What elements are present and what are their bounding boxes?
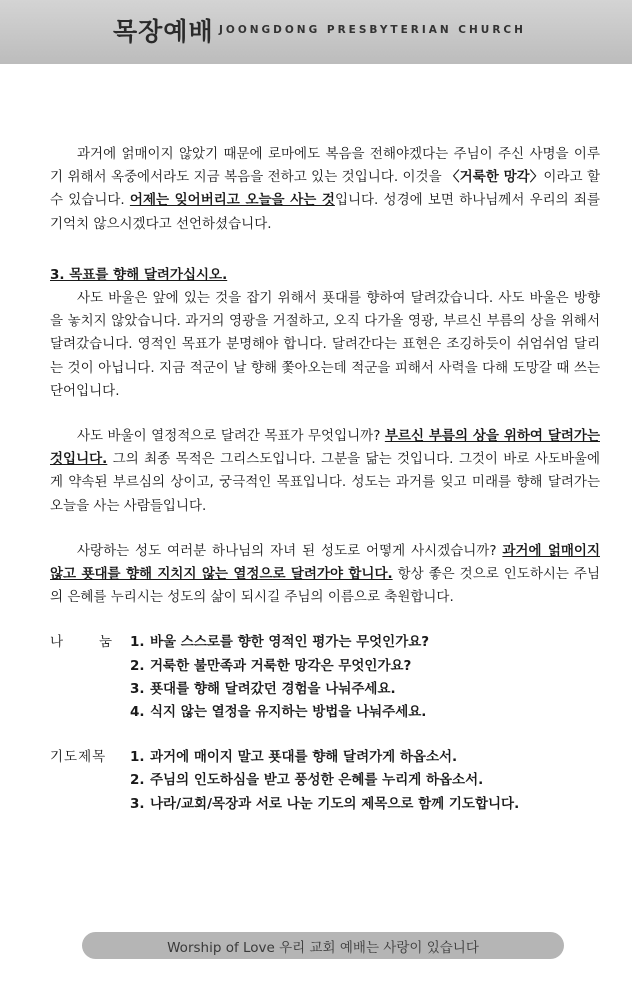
list-text: 과거에 매이지 말고 푯대를 향해 달려가게 하옵소서.: [150, 749, 458, 766]
list-text: 주님의 인도하심을 받고 풍성한 은혜를 누리게 하옵소서.: [150, 772, 484, 789]
list-item: [130, 631, 429, 654]
list-text: 푯대를 향해 달려갔던 경험을 나눠주세요.: [150, 680, 396, 697]
page-header: [0, 0, 632, 64]
list-item: [130, 769, 519, 792]
list-item: [130, 793, 519, 816]
p3-text-c: 항상 좋은 것으로 인도하시는 주님의 은혜를 누리시는 성도의 삶이 되시길 주님의 이름으로 축원합니다.: [50, 566, 600, 606]
section-paragraph-3: [50, 540, 600, 610]
sharing-label: [50, 631, 112, 724]
section-heading: 3. 목표를 향해 달려가십시오.: [50, 266, 228, 283]
intro-paragraph: [50, 143, 600, 236]
main-content: [50, 143, 600, 816]
intro-text-1: 과거에 얽매이지 않았기 때문에 로마에도 복음을 전해야겠다는 주님이 주신 사명을 이루기 위해서 옥중에서라도 지금 복음을 전하고 있는 것입니다. 이것을: [50, 146, 600, 186]
section-paragraph-1: 사도 바울은 앞에 있는 것을 잡기 위해서 푯대를 향하여 달려갔습니다. 사도 바울은 방향을 놓치지 않았습니다. 과거의 영광을 거절하고, 오직 다가올 영광, 부르신 부름의 상을 위해서 달려갔습니다. 영적인 목표가 분명해야 합니다. 달려간다는 표현은 조깅하듯이 쉬엄쉬엄 달리는 것이 아닙니다. 지금 적군이 날 향해 쫓아오는데 적군을 피해서 사력을 다해 도망갈 때 쓰는 단어입니다.: [50, 290, 600, 399]
p3-emphasis: 과거에 얽매이지 않고 푯대를 향해 지치지 않는 열정으로 달려가야 합니다.: [50, 542, 600, 583]
list-number: 1.: [130, 634, 145, 651]
list-number: 3.: [130, 680, 145, 697]
intro-emphasis-2: 어제는 잊어버리고 오늘을 사는 것: [129, 192, 335, 209]
list-item: [130, 678, 429, 701]
list-number: 2.: [130, 657, 145, 674]
p2-text-a: 사도 바울이 열정적으로 달려간 목표가 무엇입니까?: [77, 428, 385, 445]
list-item: [130, 701, 429, 724]
sharing-label-b: 눔: [98, 634, 112, 651]
list-text: 식지 않는 열정을 유지하는 방법을 나눠주세요.: [150, 704, 427, 721]
list-number: 3.: [130, 795, 145, 812]
list-number: 4.: [130, 704, 145, 721]
list-number: 1.: [130, 749, 145, 766]
list-text: 바울 스스로를 향한 영적인 평가는 무엇인가요?: [150, 634, 430, 651]
p3-text-a: 사랑하는 성도 여러분 하나님의 자녀 된 성도로 어떻게 사시겠습니까?: [77, 542, 503, 559]
list-text: 거룩한 불만족과 거룩한 망각은 무엇인가요?: [150, 657, 412, 674]
prayer-label-text: 기도제목: [50, 749, 107, 766]
prayer-label: [50, 746, 130, 816]
prayer-block: [50, 746, 600, 816]
intro-emphasis-1: 〈거룩한 망각〉: [446, 169, 544, 186]
sharing-block: [50, 631, 600, 724]
sharing-list: [130, 631, 429, 724]
header-subtitle: JOONGDONG PRESBYTERIAN CHURCH: [219, 24, 526, 36]
list-number: 2.: [130, 772, 145, 789]
p2-text-c: 그의 최종 목적은 그리스도입니다. 그분을 닮는 것입니다. 그것이 바로 사도바울에게 약속된 부르심의 상이고, 궁극적인 목표입니다. 성도는 과거를 잊고 미래를 향해 달려가는 오늘을 사는 사람들입니다.: [50, 451, 600, 514]
intro-text-3: 입니다. 성경에 보면 하나님께서 우리의 죄를 기억치 않으시겠다고 선언하셨습니다.: [50, 192, 600, 232]
p2-emphasis: 부르신 부름의 상을 위하여 달려가는 것입니다.: [50, 428, 600, 468]
header-title: 목장예배: [113, 17, 214, 46]
footer-banner: [82, 932, 564, 959]
prayer-list: [130, 746, 519, 816]
list-text: 나라/교회/목장과 서로 나눈 기도의 제목으로 함께 기도합니다.: [150, 795, 520, 812]
section-paragraph-2: [50, 425, 600, 518]
list-item: [130, 655, 429, 678]
list-item: [130, 746, 519, 769]
footer-text: Worship of Love 우리 교회 예배는 사랑이 있습니다: [167, 939, 479, 956]
sharing-label-a: 나: [50, 634, 64, 651]
intro-text-2: 이라고 할 수 있습니다.: [50, 169, 600, 209]
